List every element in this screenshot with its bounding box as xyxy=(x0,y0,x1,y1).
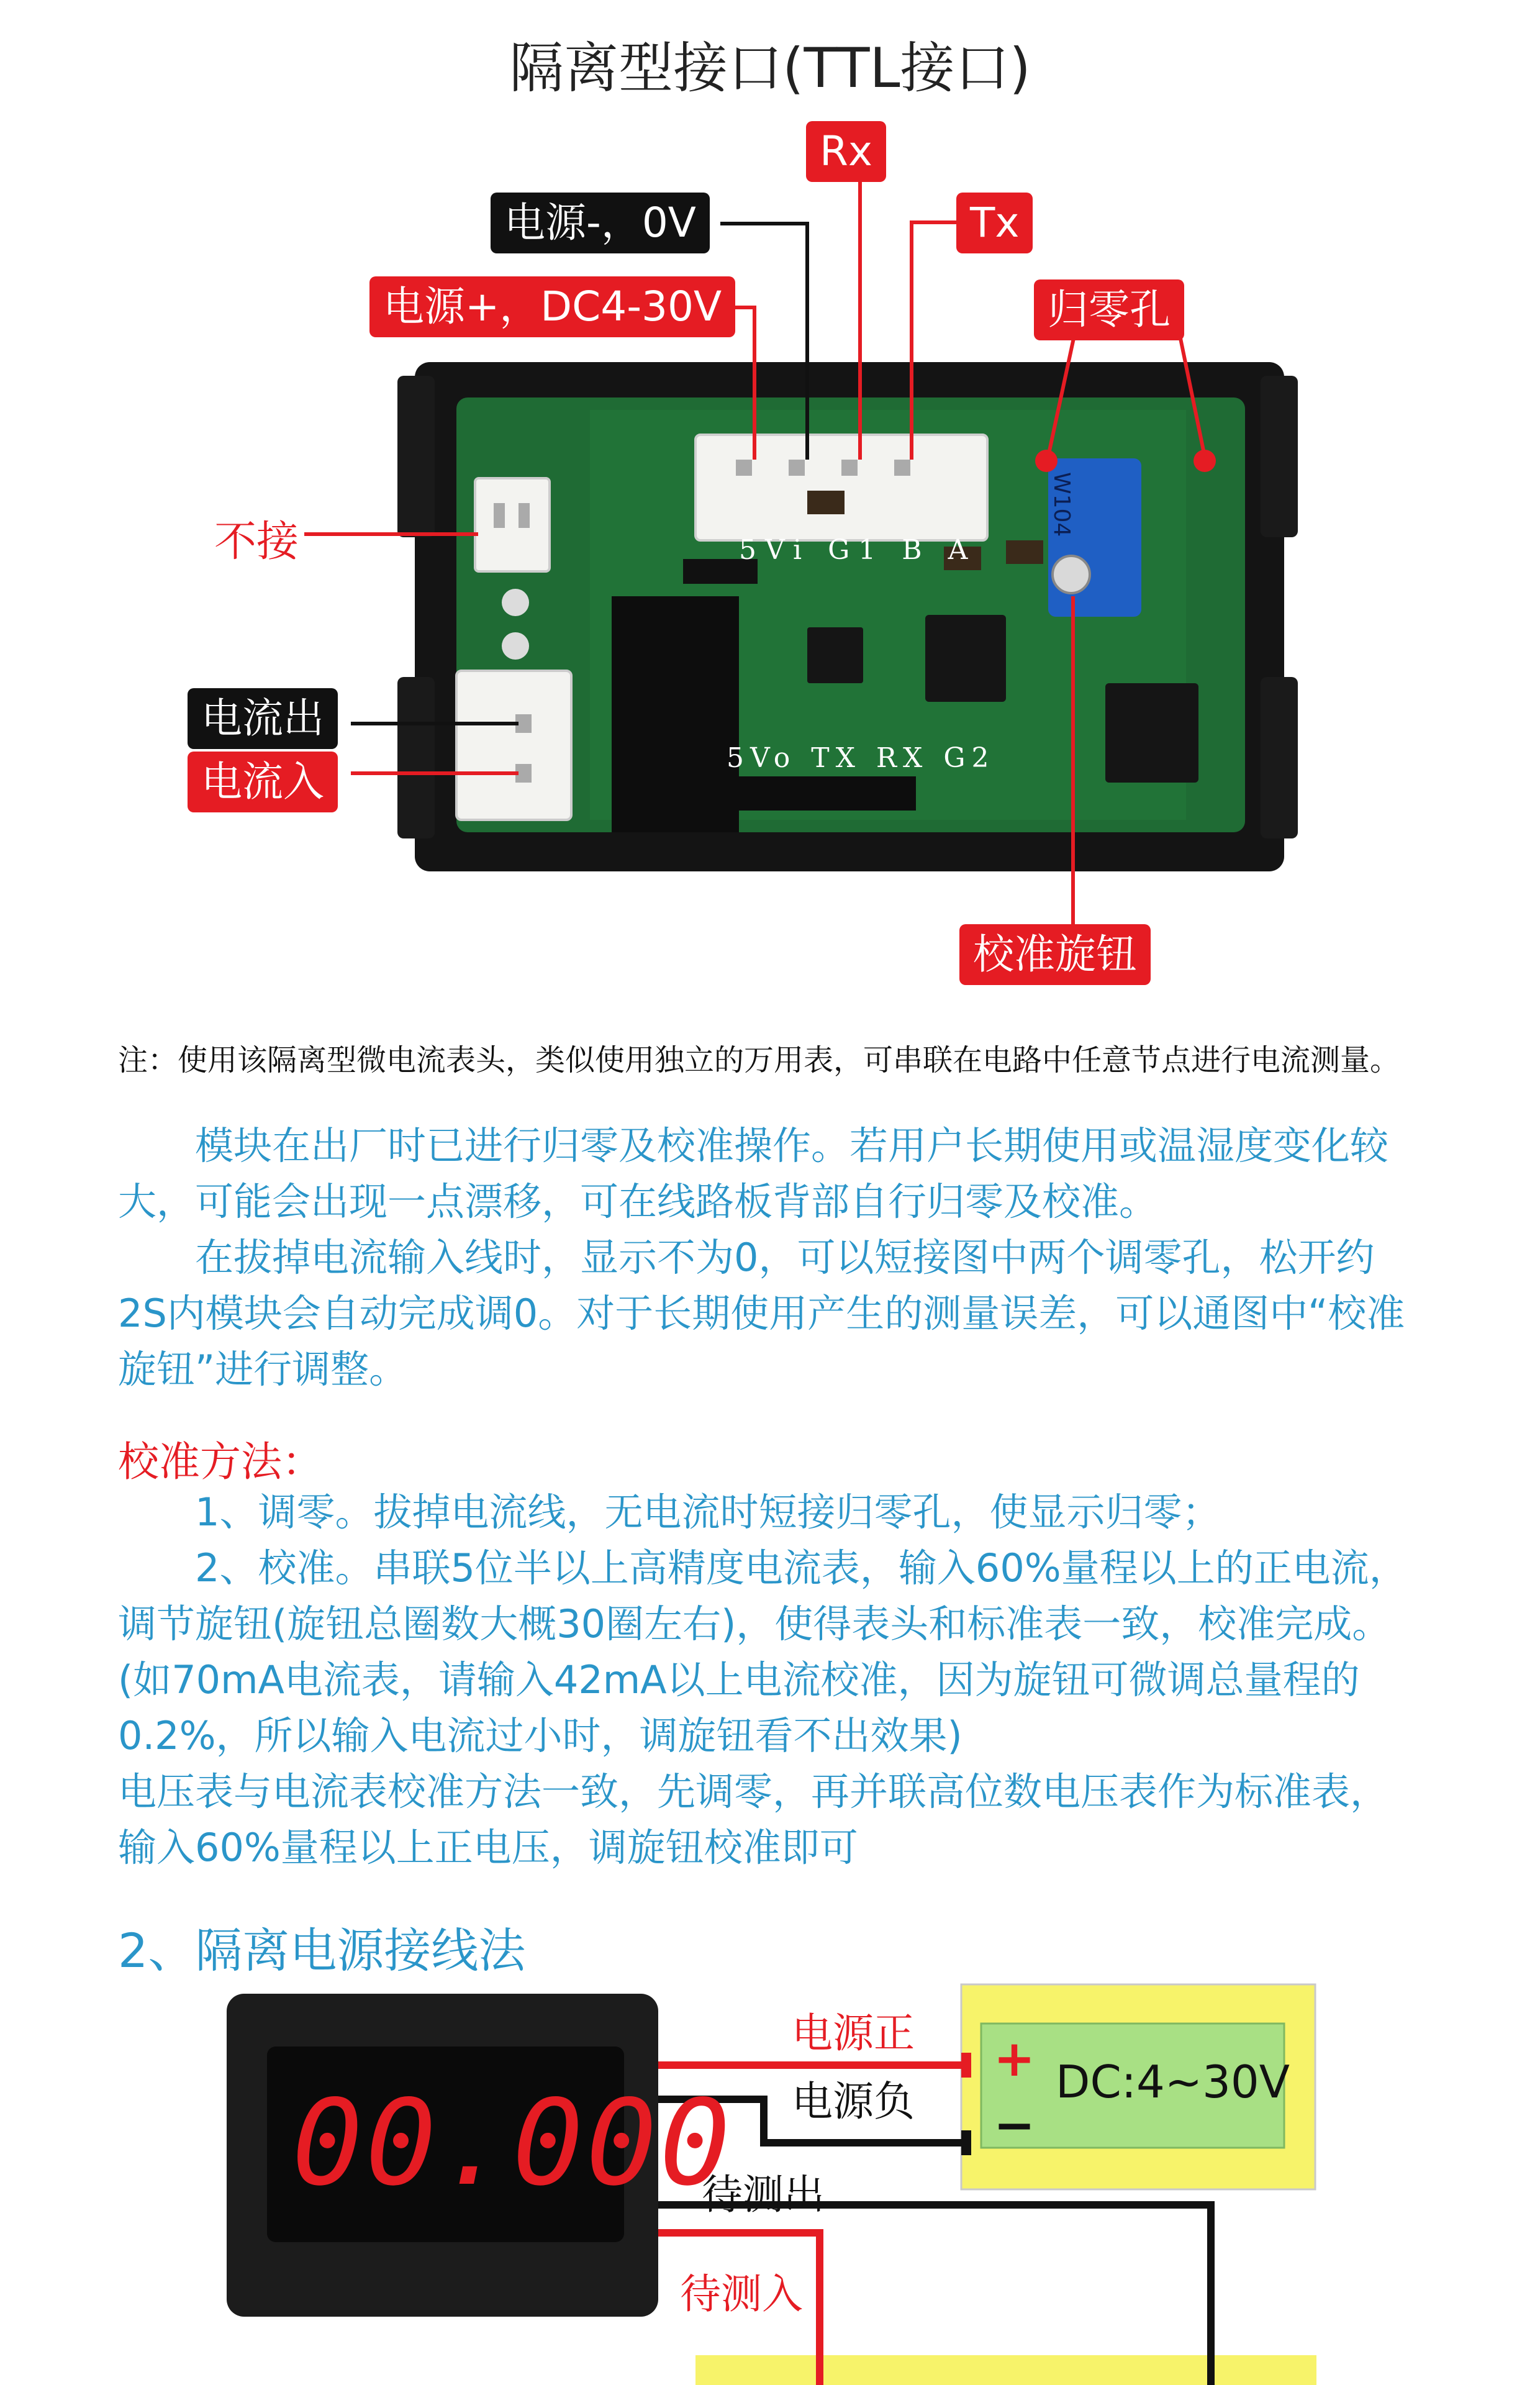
power-supply-voltage: DC:4~30V xyxy=(1056,2056,1290,2108)
mount-hole-2 xyxy=(502,632,529,660)
power-pos-label: 电源+，DC4-30V xyxy=(369,276,735,337)
pot-marking: W104 xyxy=(1049,472,1074,537)
enclosure-clip-left-top xyxy=(397,376,435,537)
isolation-module xyxy=(612,596,739,832)
current-out-label: 电流出 xyxy=(188,688,338,749)
load-box-edge xyxy=(695,2355,1316,2385)
tx-label: Tx xyxy=(956,193,1033,253)
calibration-heading: 校准方法： xyxy=(118,1438,323,1486)
pin-3 xyxy=(841,460,858,476)
intro-paragraph-2: 在拔掉电流输入线时，显示不为0，可以短接图中两个调零孔，松开约2S内模块会自动完成调0。对于长期使用产生的测量误差，可以通图中“校准旋钮”进行调整。 xyxy=(118,1235,1405,1392)
ttl-connector xyxy=(695,435,987,540)
plus-terminal-icon: + xyxy=(994,2030,1036,2087)
calibration-step-2: 2、校准。串联5位半以上高精度电流表，输入60%量程以上的正电流，调节旋钮(旋钮总圈数大概30圈左右)，使得表头和标准表一致，校准完成。 xyxy=(118,1545,1408,1647)
note-text: 注：使用该隔离型微电流表头，类似使用独立的万用表，可串联在电路中任意节点进行电流测量。 xyxy=(118,1043,1400,1078)
pin-4 xyxy=(894,460,910,476)
zero-hole-left xyxy=(1035,450,1058,472)
page-title: 隔离型接口(TTL接口) xyxy=(509,36,1031,100)
enclosure-clip-right-top xyxy=(1261,376,1298,537)
wire-power-neg-label: 电源负 xyxy=(792,2078,915,2125)
calibration-step-1: 1、调零。拔掉电流线，无电流时短接归零孔，使显示归零； xyxy=(195,1489,1221,1535)
wire-test-in-label: 待测入 xyxy=(680,2270,803,2318)
meter-display-reading: 00.000 xyxy=(292,2074,733,2212)
ic-chip-2 xyxy=(1105,683,1198,783)
bottom-header xyxy=(730,776,916,811)
pins-bottom-silk: 5Vo TX RX G2 xyxy=(727,742,995,774)
current-in-label: 电流入 xyxy=(188,752,338,812)
rx-label: Rx xyxy=(806,121,886,182)
power-neg-label: 电源-，0V xyxy=(491,193,710,253)
nc-connector xyxy=(475,478,550,571)
zero-hole-label: 归零孔 xyxy=(1034,279,1184,340)
no-connect-label: 不接 xyxy=(214,517,299,566)
calibration-voltage: 电压表与电流表校准方法一致，先调零，再并联高位数电压表作为标准表，输入60%量程以上正电压，调旋钮校准即可 xyxy=(118,1769,1389,1870)
calibration-screw xyxy=(1053,556,1090,593)
pins-top-silk: 5Vi G1 B A xyxy=(739,534,977,566)
section-2-title: 2、隔离电源接线法 xyxy=(118,1923,526,1978)
wire-test-out-label: 待测出 xyxy=(702,2171,825,2219)
ic-chip-3 xyxy=(807,627,863,683)
wire-power-pos-label: 电源正 xyxy=(792,2009,915,2057)
intro-paragraph-1: 模块在出厂时已进行归零及校准操作。若用户长期使用或温湿度变化较大，可能会出现一点漂移，可在线路板背部自行归零及校准。 xyxy=(118,1123,1389,1224)
mount-hole-1 xyxy=(502,589,529,616)
calibration-example: (如70mA电流表，请输入42mA以上电流校准，因为旋钮可微调总量程的0.2%，所以输入电流过小时，调旋钮看不出效果) xyxy=(118,1657,1360,1758)
current-connector xyxy=(456,671,571,820)
pin-1 xyxy=(736,460,752,476)
enclosure-clip-left-bottom xyxy=(397,677,435,838)
minus-terminal-icon: − xyxy=(994,2096,1036,2154)
calib-knob-label: 校准旋钮 xyxy=(959,924,1151,985)
ic-chip-1 xyxy=(925,615,1006,702)
enclosure-clip-right-bottom xyxy=(1261,677,1298,838)
pin-2 xyxy=(789,460,805,476)
